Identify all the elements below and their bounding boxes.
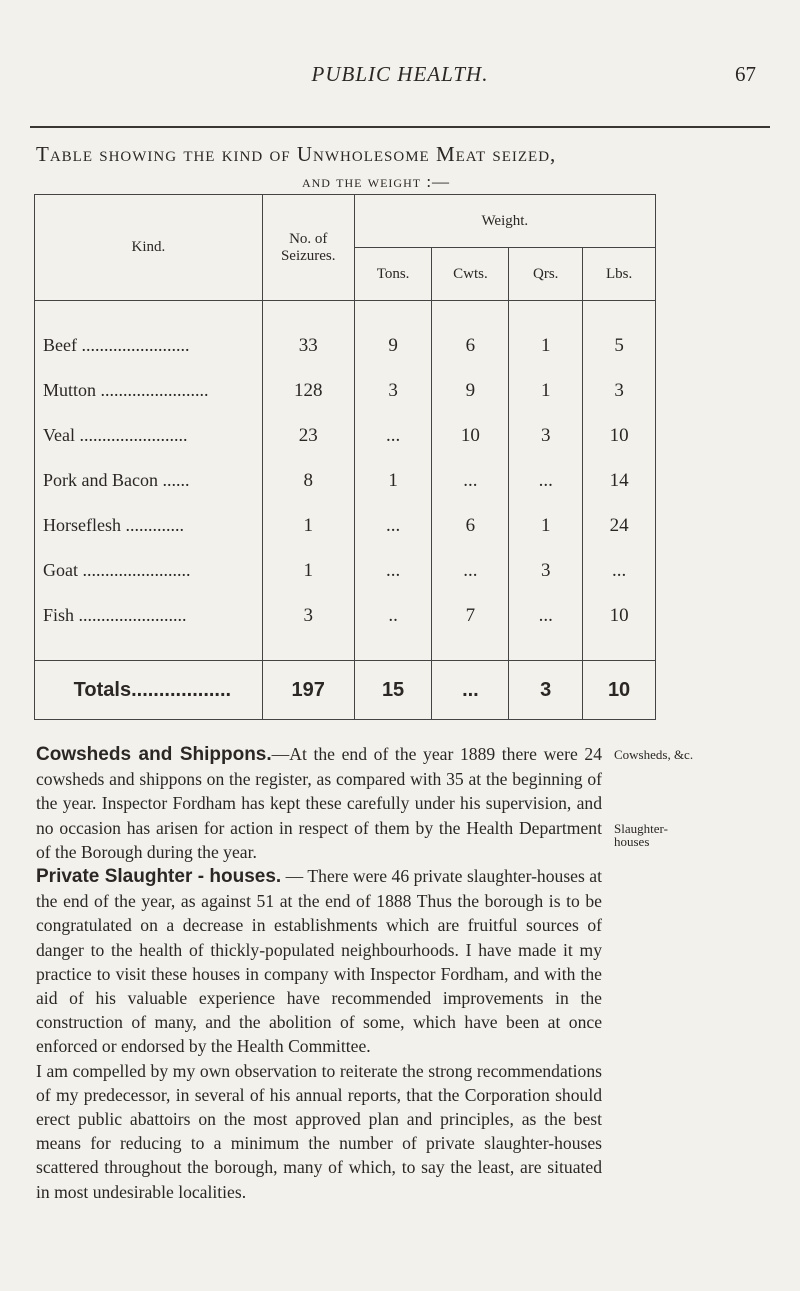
text-slaughter: — There were 46 private slaughter-houses at the end of the year, as against 51 at the end of 1888 Thus the borough is to be congratulated on a decrease in establishments which are fruitful sources of danger to the health of thickly-populated neighbourhoods. I have made it my practice to visit these houses in company with Inspector Fordham, and with the aid of his valuable experience have recommended improvements in the construction of many, and the abolition of some, which have been at once enforced or endorsed by the Health Committee. <box>36 866 602 1057</box>
body-text <box>36 742 602 1204</box>
margin-note-slaughter-line1: Slaughter- <box>614 821 668 836</box>
table-row <box>35 593 656 638</box>
text-cowsheds: —At the end of the year 1889 there were 24 cowsheds and shippons on the register, as compared with 35 at the beginning of the year. Inspector Fordham has kept these carefully under his supervision, and no occasion has arisen for action in respect of them by the Health Department of the Borough during the year. <box>36 744 602 862</box>
cell-seizures: 1 <box>262 503 354 548</box>
col-weight-header: Weight. <box>354 195 655 248</box>
table-title-line2: and the weight :— <box>301 172 451 191</box>
total-kind: Totals.................. <box>35 661 263 720</box>
table-row <box>35 503 656 548</box>
col-lbs-header: Lbs. <box>583 248 656 301</box>
cell-qrs: 3 <box>509 413 583 458</box>
table-row <box>35 458 656 503</box>
header-rule <box>30 126 770 128</box>
total-cwts: ... <box>432 661 509 720</box>
cell-qrs: ... <box>509 593 583 638</box>
meat-seizure-table <box>34 194 656 720</box>
total-qrs: 3 <box>509 661 583 720</box>
cell-seizures: 23 <box>262 413 354 458</box>
cell-lbs: 5 <box>583 323 656 368</box>
heading-cowsheds: Cowsheds and Shippons. <box>36 744 272 765</box>
totals-row <box>35 661 656 720</box>
cell-tons: 3 <box>354 368 432 413</box>
cell-tons: .. <box>354 593 432 638</box>
cell-tons: ... <box>354 413 432 458</box>
heading-slaughter: Private Slaughter - houses. <box>36 866 282 888</box>
cell-kind: Goat ........................ <box>35 548 263 593</box>
col-kind-header: Kind. <box>35 195 263 301</box>
cell-seizures: 8 <box>262 458 354 503</box>
cell-lbs: 10 <box>583 593 656 638</box>
cell-tons: ... <box>354 503 432 548</box>
table-row <box>35 548 656 593</box>
total-lbs: 10 <box>583 661 656 720</box>
table-row <box>35 368 656 413</box>
cell-lbs: 14 <box>583 458 656 503</box>
cell-cwts: 10 <box>432 413 509 458</box>
margin-note-cowsheds: Cowsheds, &c. <box>614 747 694 762</box>
paragraph-cowsheds <box>36 742 602 864</box>
table-row <box>35 323 656 368</box>
cell-cwts: 6 <box>432 503 509 548</box>
cell-kind: Horseflesh ............. <box>35 503 263 548</box>
table-title <box>36 140 736 196</box>
total-seizures: 197 <box>262 661 354 720</box>
cell-kind: Pork and Bacon ...... <box>35 458 263 503</box>
total-tons: 15 <box>354 661 432 720</box>
cell-kind: Fish ........................ <box>35 593 263 638</box>
cell-tons: ... <box>354 548 432 593</box>
cell-cwts: ... <box>432 458 509 503</box>
cell-qrs: ... <box>509 458 583 503</box>
cell-kind: Mutton ........................ <box>35 368 263 413</box>
cell-seizures: 128 <box>262 368 354 413</box>
page-header <box>0 62 800 92</box>
cell-cwts: 9 <box>432 368 509 413</box>
cell-kind: Veal ........................ <box>35 413 263 458</box>
col-tons-header: Tons. <box>354 248 432 301</box>
cell-cwts: 6 <box>432 323 509 368</box>
cell-qrs: 3 <box>509 548 583 593</box>
table-title-line1: Table showing the kind of Unwholesome Meat seized, <box>36 142 557 166</box>
cell-lbs: 3 <box>583 368 656 413</box>
cell-lbs: 10 <box>583 413 656 458</box>
margin-note-slaughter <box>614 822 668 848</box>
col-cwts-header: Cwts. <box>432 248 509 301</box>
cell-qrs: 1 <box>509 503 583 548</box>
cell-tons: 9 <box>354 323 432 368</box>
margin-note-slaughter-line2: houses <box>614 834 650 849</box>
cell-lbs: ... <box>583 548 656 593</box>
paragraph-closing: I am compelled by my own observation to reiterate the strong recommendations of my predecessor, in several of his annual reports, that the Corporation should erect public abattoirs on the most approved plan and principles, as the best means for reducing to a minimum the number of private slaughter-houses scattered throughout the borough, many of which, to say the least, are situated in most undesirable localities. <box>36 1060 602 1202</box>
cell-qrs: 1 <box>509 368 583 413</box>
cell-seizures: 1 <box>262 548 354 593</box>
col-seizures-header: No. of Seizures. <box>262 195 354 301</box>
cell-cwts: 7 <box>432 593 509 638</box>
cell-tons: 1 <box>354 458 432 503</box>
table-row <box>35 413 656 458</box>
col-qrs-header: Qrs. <box>509 248 583 301</box>
cell-seizures: 33 <box>262 323 354 368</box>
cell-seizures: 3 <box>262 593 354 638</box>
cell-lbs: 24 <box>583 503 656 548</box>
paragraph-slaughter <box>36 864 602 1059</box>
cell-qrs: 1 <box>509 323 583 368</box>
running-title: PUBLIC HEALTH. <box>311 62 489 86</box>
cell-kind: Beef ........................ <box>35 323 263 368</box>
cell-cwts: ... <box>432 548 509 593</box>
page-number: 67 <box>735 62 756 86</box>
